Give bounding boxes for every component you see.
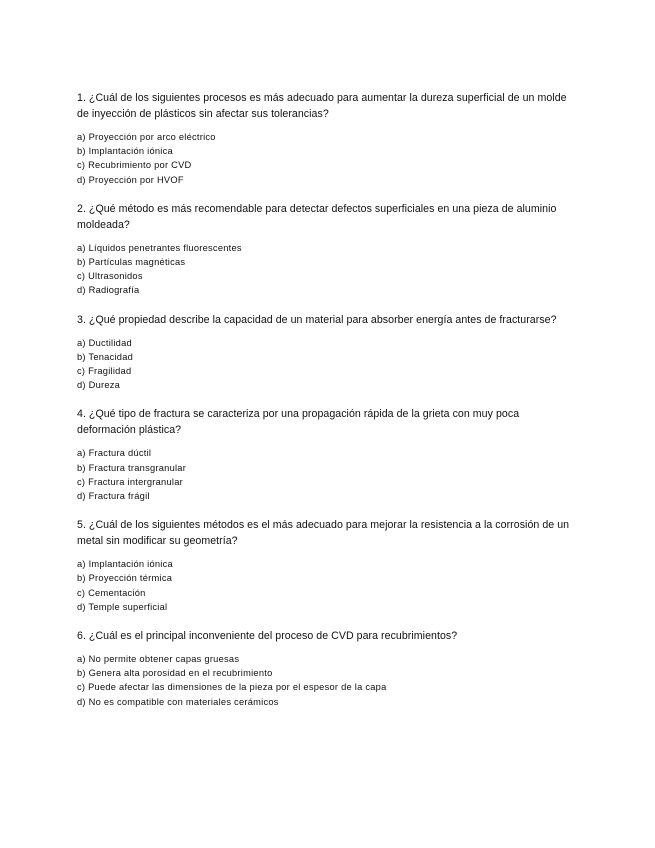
option-c: c) Recubrimiento por CVD — [77, 160, 192, 171]
option-b: b) Proyección térmica — [77, 573, 173, 584]
question-text: 6. ¿Cuál es el principal inconveniente del proceso de CVD para recubrimientos? — [77, 630, 458, 643]
question-6 — [77, 628, 577, 709]
question-2 — [77, 201, 577, 298]
question-5 — [77, 517, 577, 614]
option-list — [77, 446, 577, 503]
quiz-document — [77, 90, 577, 723]
question-text: 5. ¿Cuál de los siguientes métodos es el más adecuado para mejorar la resistencia a la corrosión de un metal sin modificar su geometría? — [77, 519, 570, 548]
option-list — [77, 336, 577, 393]
question-text: 4. ¿Qué tipo de fractura se caracteriza por una propagación rápida de la grieta con muy poca deformación plástica? — [77, 408, 520, 437]
option-b: b) Fractura transgranular — [77, 462, 187, 473]
option-d: d) Radiografía — [77, 285, 140, 296]
question-text: 3. ¿Qué propiedad describe la capacidad de un material para absorber energía antes de fracturarse? — [77, 313, 557, 326]
option-a: a) No permite obtener capas gruesas — [77, 654, 240, 665]
option-b: b) Tenacidad — [77, 351, 134, 362]
option-b: b) Implantación iónica — [77, 146, 173, 157]
option-a: a) Proyección por arco eléctrico — [77, 132, 216, 142]
question-text: 2. ¿Qué método es más recomendable para detectar defectos superficiales en una pieza de aluminio moldeada? — [77, 202, 557, 231]
question-1 — [77, 90, 577, 187]
question-4 — [77, 406, 577, 503]
option-d: d) Fractura frágil — [77, 491, 150, 502]
option-b: b) Genera alta porosidad en el recubrimiento — [77, 668, 273, 679]
option-d: d) No es compatible con materiales cerámicos — [77, 696, 279, 707]
option-c: c) Fragilidad — [77, 366, 132, 377]
option-list — [77, 130, 577, 187]
option-a: a) Líquidos penetrantes fluorescentes — [77, 242, 242, 253]
option-c: c) Puede afectar las dimensiones de la pieza por el espesor de la capa — [77, 682, 387, 693]
option-list — [77, 241, 577, 298]
option-c: c) Fractura intergranular — [77, 476, 183, 487]
option-a: a) Ductilidad — [77, 337, 132, 348]
option-c: c) Cementación — [77, 587, 146, 598]
option-d: d) Dureza — [77, 380, 121, 391]
option-a: a) Fractura dúctil — [77, 448, 152, 459]
option-c: c) Ultrasonidos — [77, 271, 143, 282]
option-list — [77, 652, 577, 709]
option-b: b) Partículas magnéticas — [77, 257, 186, 268]
option-list — [77, 557, 577, 614]
question-text: 1. ¿Cuál de los siguientes procesos es más adecuado para aumentar la dureza superficial de un molde de inyección de plásticos sin afectar sus tolerancias? — [77, 92, 567, 120]
option-d: d) Temple superficial — [77, 601, 168, 612]
option-a: a) Implantación iónica — [77, 559, 173, 570]
question-3 — [77, 312, 577, 393]
option-d: d) Proyección por HVOF — [77, 174, 184, 185]
